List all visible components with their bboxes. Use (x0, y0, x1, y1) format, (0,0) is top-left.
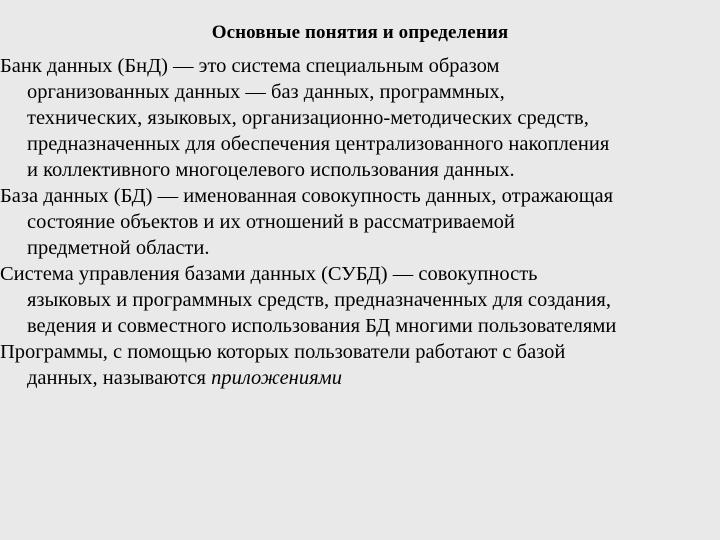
definition-line: Банк данных (БнД) — это система специальным образом (0, 55, 500, 77)
definitions-list (0, 53, 720, 391)
definition-line: предназначенных для обеспечения централизованного накопления (27, 133, 610, 155)
definition-applications (0, 339, 720, 391)
definition-line: технических, языковых, организационно-методических средств, (27, 107, 589, 129)
definition-line: состояние объектов и их отношений в рассматриваемой (27, 211, 515, 233)
definition-database (0, 183, 720, 261)
definition-line: предметной области. (27, 237, 210, 259)
slide-title: Основные понятия и определения (211, 22, 509, 43)
definition-dbms (0, 261, 720, 339)
definition-line-with-emphasis (0, 365, 720, 391)
definition-data-bank (0, 53, 720, 183)
definition-line: языковых и программных средств, предназначенных для создания, (27, 289, 611, 311)
definition-line: База данных (БД) — именованная совокупность данных, отражающая (0, 185, 614, 207)
definition-line: ведения и совместного использования БД многими пользователями (27, 315, 617, 337)
definition-line: Система управления базами данных (СУБД) — совокупность (0, 263, 538, 285)
definition-line: организованных данных — баз данных, программных, (27, 81, 505, 103)
definition-line: и коллективного многоцелевого использования данных. (27, 159, 515, 181)
definition-line: Программы, с помощью которых пользователи работают с базой (0, 341, 566, 363)
emphasized-term: приложениями (211, 367, 342, 389)
definition-line-text: данных, называются (27, 367, 212, 389)
